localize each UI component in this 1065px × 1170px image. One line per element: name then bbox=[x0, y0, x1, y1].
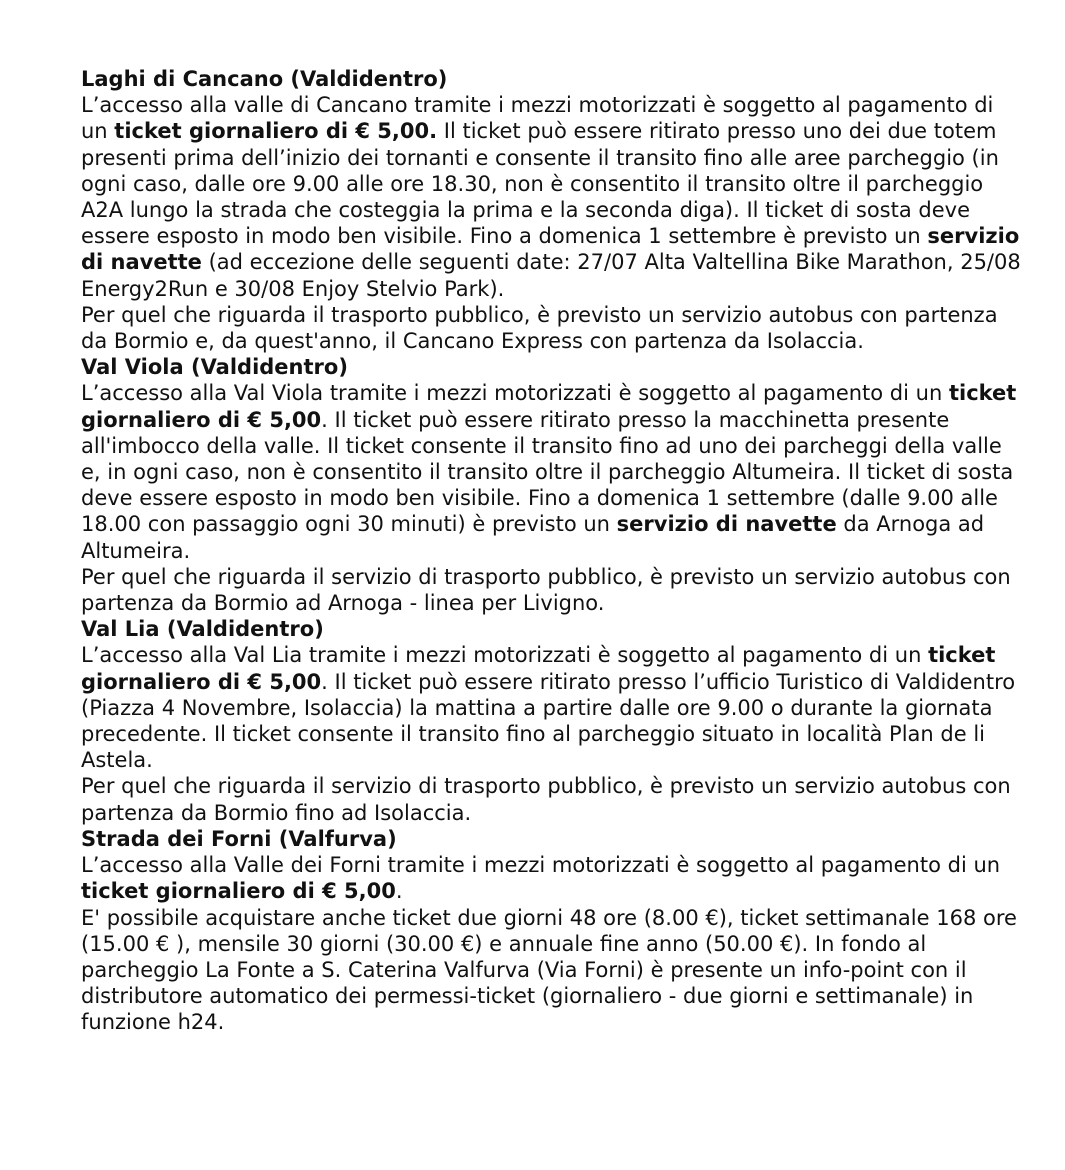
text-run: . bbox=[395, 879, 403, 904]
bold-text: ticket giornaliero di € 5,00 bbox=[81, 643, 996, 694]
section-heading: Strada dei Forni (Valfurva) bbox=[81, 826, 397, 851]
text-run: da Arnoga ad Altumeira. bbox=[81, 512, 985, 563]
text-run: E' possibile acquistare anche ticket due giorni 48 ore (8.00 €), ticket settimanale 168 ore (15.00 € ), mensile 30 giorni (30.00 €) e annuale fine anno (50.00 €). In fondo al parcheggio La Fonte a S. Caterina Valfurva (Via Forni) è presente un info-point con il distributore automatico dei permessi-ticket (giornaliero - due giorni e settimanale) in funzione h24. bbox=[81, 905, 1017, 1035]
bold-text: ticket giornaliero di € 5,00. bbox=[114, 119, 438, 144]
text-run: L’accesso alla Val Lia tramite i mezzi motorizzati è soggetto al pagamento di un bbox=[81, 643, 929, 668]
bold-text: ticket giornaliero di € 5,00 bbox=[81, 381, 1017, 432]
text-run: L’accesso alla Val Viola tramite i mezzi motorizzati è soggetto al pagamento di un bbox=[81, 381, 949, 406]
section bbox=[81, 66, 1025, 354]
section bbox=[81, 616, 1025, 826]
text-run: Per quel che riguarda il servizio di trasporto pubblico, è previsto un servizio autobus con partenza da Bormio fino ad Isolaccia. bbox=[81, 774, 1011, 825]
text-run: Per quel che riguarda il servizio di trasporto pubblico, è previsto un servizio autobus con partenza da Bormio ad Arnoga - linea per Livigno. bbox=[81, 564, 1011, 616]
bold-text: servizio di navette bbox=[81, 224, 1020, 275]
text-run: Il ticket può essere ritirato presso uno dei due totem presenti prima dell’inizio dei tornanti e consente il transito fino alle aree parcheggio (in ogni caso, dalle ore 9.00 alle ore 18.30, non è consentito il transito oltre il parcheggio A2A lungo la strada che costeggia la prima e la seconda diga). Il ticket di sosta deve essere esposto in modo ben visibile. Fino a domenica 1 settembre è previsto un bbox=[81, 119, 999, 249]
text-run: L’accesso alla valle di Cancano tramite i mezzi motorizzati è soggetto al pagamento di un bbox=[81, 93, 994, 144]
text-run: . Il ticket può essere ritirato presso l’ufficio Turistico di Valdidentro (Piazza 4 Novembre, Isolaccia) la mattina a partire dalle ore 9.00 o durante la giornata precedente. Il ticket consente il transito fino al parcheggio situato in località Plan de li Astela. bbox=[81, 669, 1016, 773]
section bbox=[81, 826, 1025, 1036]
section-heading: Val Lia (Valdidentro) bbox=[81, 617, 324, 642]
text-run: L’accesso alla Valle dei Forni tramite i mezzi motorizzati è soggetto al pagamento di un bbox=[81, 853, 1001, 878]
section-heading: Val Viola (Valdidentro) bbox=[81, 355, 348, 380]
document-content bbox=[81, 66, 1025, 1036]
paragraph bbox=[81, 380, 1025, 563]
paragraph bbox=[81, 852, 1025, 904]
text-run: (ad eccezione delle seguenti date: 27/07 Alta Valtellina Bike Marathon, 25/08 Energy2Run e 30/08 Enjoy Stelvio Park). bbox=[81, 250, 1021, 301]
section-heading: Laghi di Cancano (Valdidentro) bbox=[81, 67, 448, 91]
paragraph bbox=[81, 302, 1025, 354]
paragraph bbox=[81, 642, 1025, 773]
paragraph bbox=[81, 905, 1025, 1036]
paragraph bbox=[81, 92, 1025, 302]
paragraph bbox=[81, 564, 1025, 616]
bold-text: ticket giornaliero di € 5,00 bbox=[81, 879, 396, 904]
text-run: Per quel che riguarda il trasporto pubblico, è previsto un servizio autobus con partenza da Bormio e, da quest'anno, il Cancano Express con partenza da Isolaccia. bbox=[81, 302, 998, 354]
text-run: . Il ticket può essere ritirato presso la macchinetta presente all'imbocco della valle. Il ticket consente il transito fino ad uno dei parcheggi della valle e, in ogni caso, non è consentito il transito oltre il parcheggio Altumeira. Il ticket di sosta deve essere esposto in modo ben visibile. Fino a domenica 1 settembre (dalle 9.00 alle 18.00 con passaggio ogni 30 minuti) è previsto un bbox=[81, 407, 1014, 537]
paragraph bbox=[81, 773, 1025, 825]
section bbox=[81, 354, 1025, 616]
bold-text: servizio di navette bbox=[616, 512, 837, 537]
